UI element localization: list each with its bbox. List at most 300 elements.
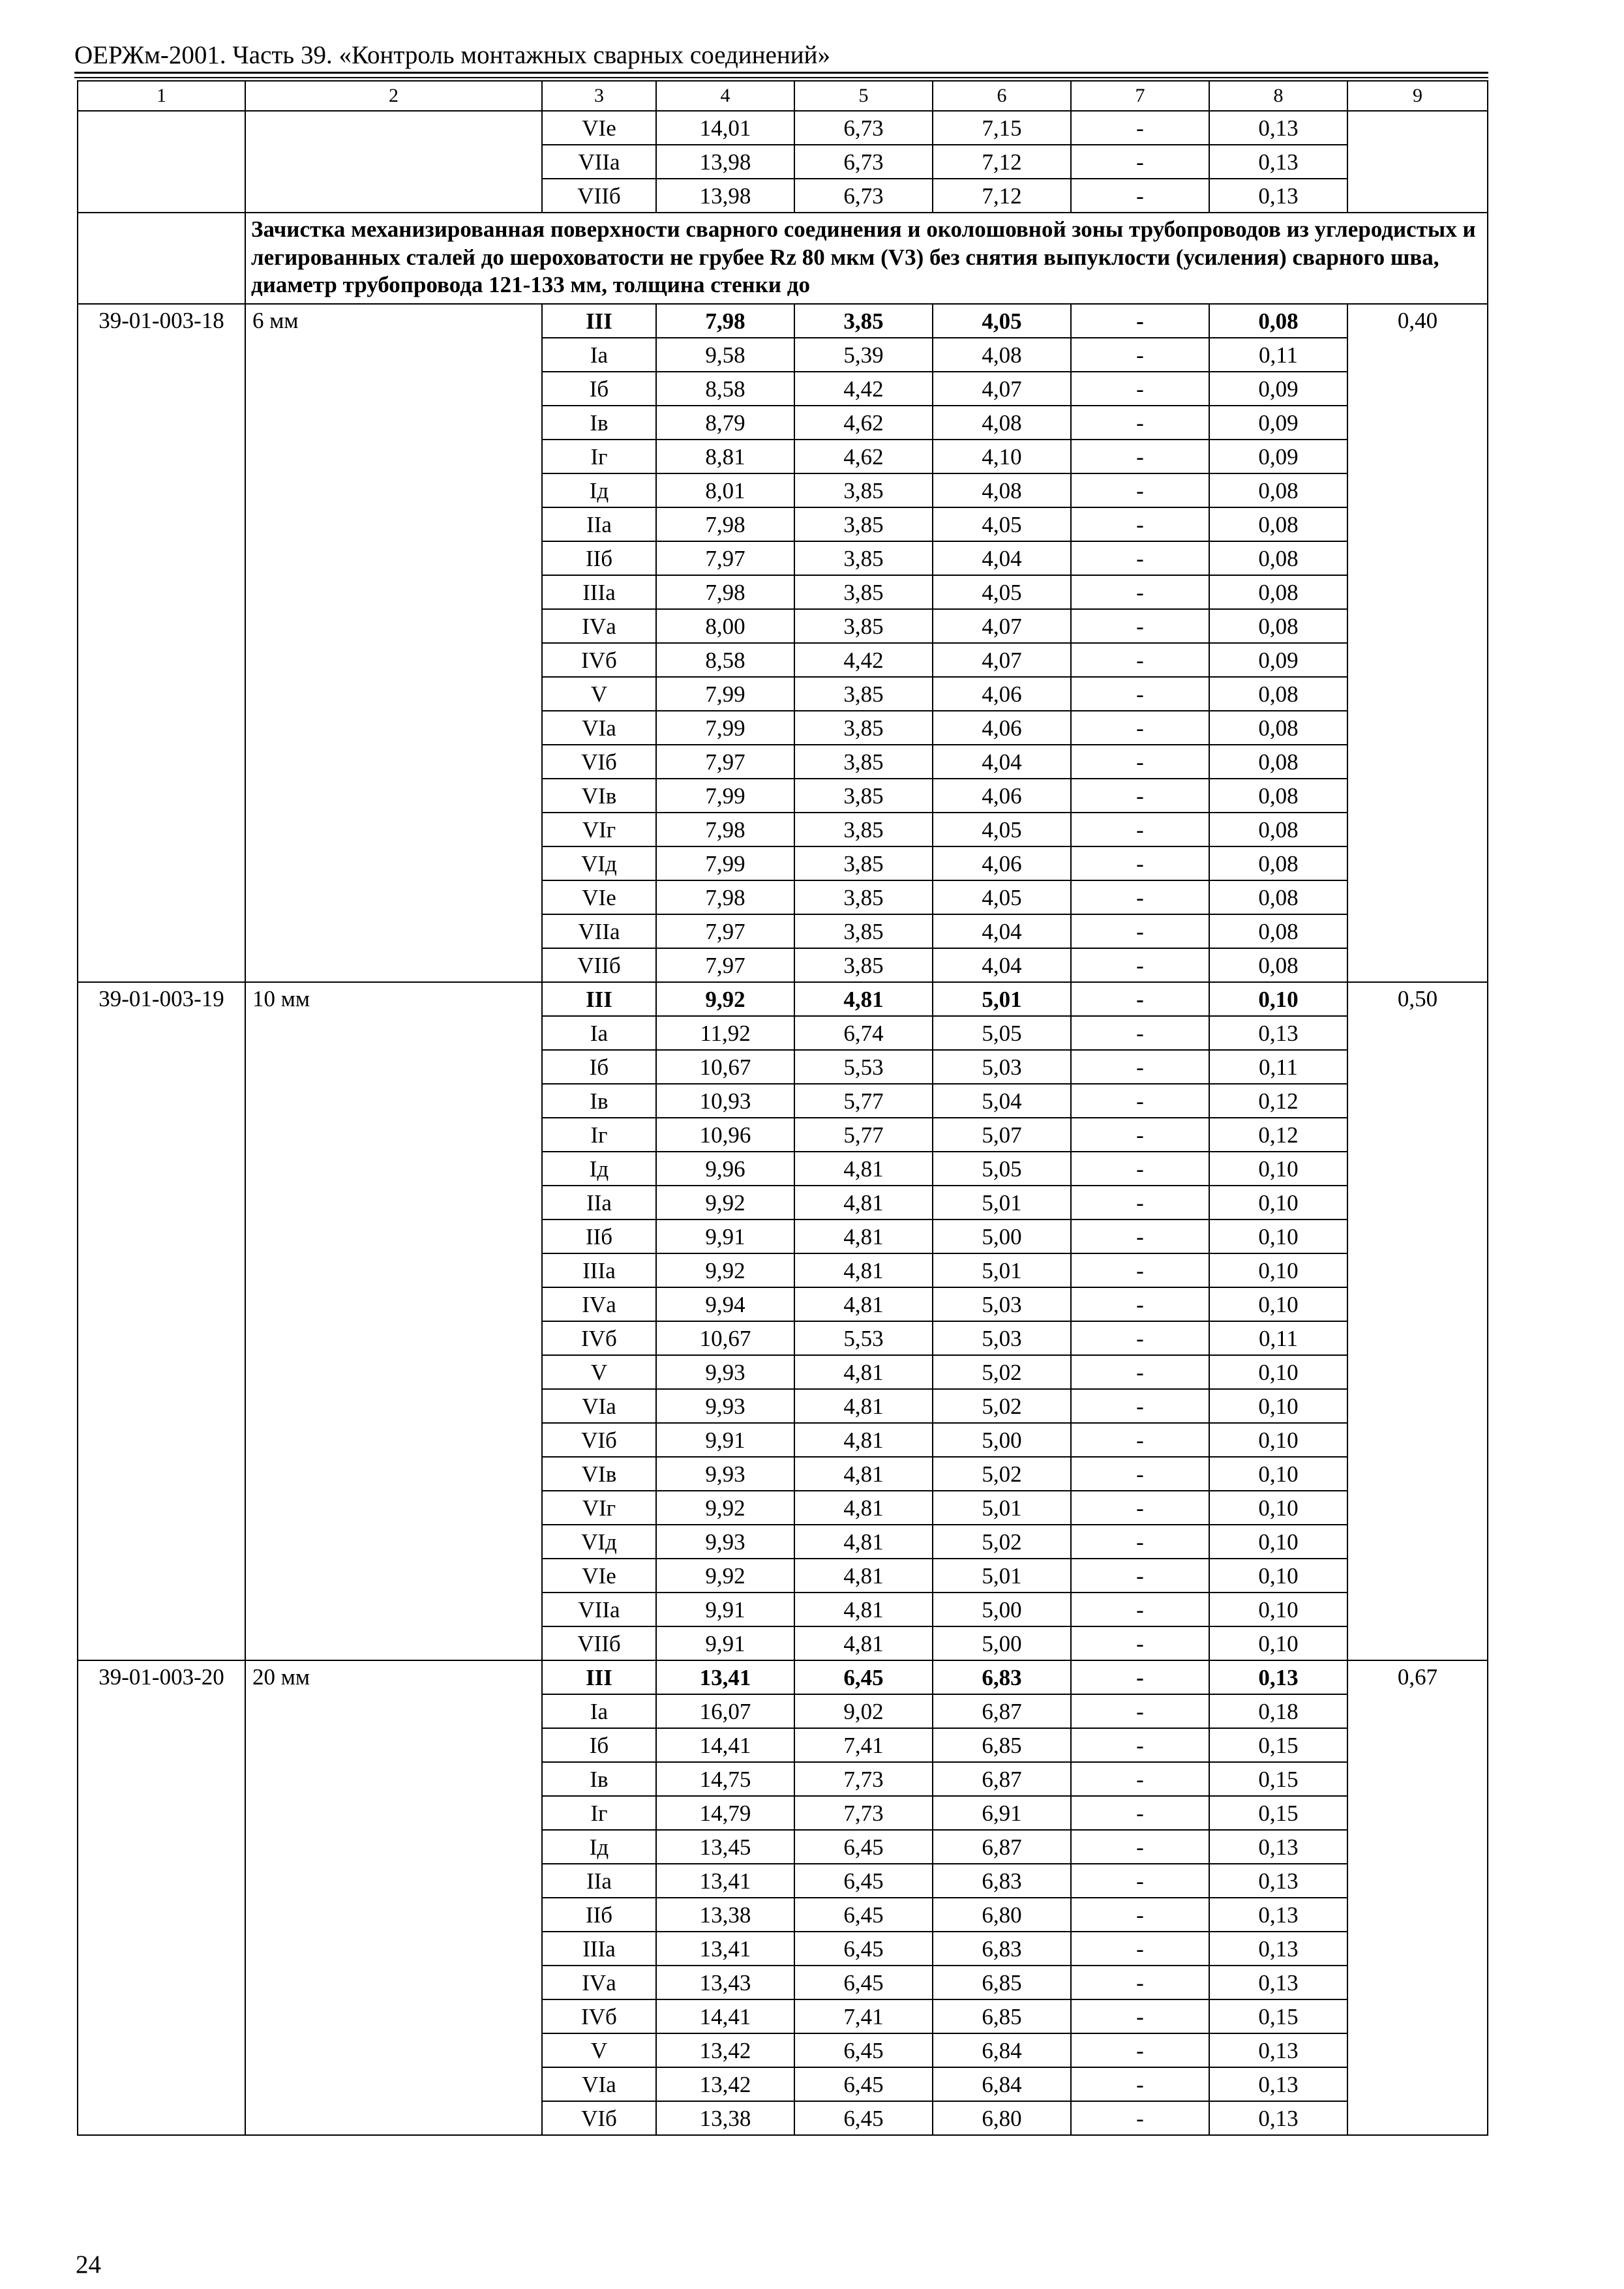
total-cost-cell: 13,45 bbox=[656, 1830, 794, 1864]
machine-cost-cell: 5,04 bbox=[933, 1084, 1071, 1118]
labor-cost-cell: 3,85 bbox=[794, 880, 933, 914]
total-cost-cell: 9,93 bbox=[656, 1389, 794, 1423]
materials-cell: - bbox=[1071, 711, 1209, 745]
labor-hours-cell: 0,13 bbox=[1209, 2101, 1347, 2135]
labor-cost-cell: 3,85 bbox=[794, 745, 933, 779]
labor-hours-cell: 0,08 bbox=[1209, 507, 1347, 541]
materials-cell: - bbox=[1071, 1593, 1209, 1626]
zone-cell: VIд bbox=[542, 846, 656, 880]
total-cost-cell: 13,38 bbox=[656, 1898, 794, 1932]
code-cell: 39-01-003-19 bbox=[78, 982, 245, 1660]
labor-hours-cell: 0,12 bbox=[1209, 1118, 1347, 1152]
zone-cell: IIа bbox=[542, 507, 656, 541]
machine-cost-cell: 5,01 bbox=[933, 1559, 1071, 1593]
zone-cell: Iв bbox=[542, 1084, 656, 1118]
zone-cell: IIа bbox=[542, 1186, 656, 1219]
total-cost-cell: 7,97 bbox=[656, 948, 794, 982]
labor-hours-cell: 0,10 bbox=[1209, 982, 1347, 1016]
materials-cell: - bbox=[1071, 1219, 1209, 1253]
labor-hours-cell: 0,08 bbox=[1209, 473, 1347, 507]
zone-cell: VIа bbox=[542, 1389, 656, 1423]
labor-hours-cell: 0,10 bbox=[1209, 1457, 1347, 1491]
materials-cell: - bbox=[1071, 304, 1209, 338]
zone-cell: Iб bbox=[542, 1728, 656, 1762]
total-cost-cell: 9,91 bbox=[656, 1593, 794, 1626]
zone-cell: III bbox=[542, 1660, 656, 1694]
labor-cost-cell: 4,81 bbox=[794, 1559, 933, 1593]
total-cost-cell: 9,92 bbox=[656, 1186, 794, 1219]
machine-cost-cell: 5,00 bbox=[933, 1219, 1071, 1253]
labor-cost-cell: 6,74 bbox=[794, 1016, 933, 1050]
labor-cost-cell: 9,02 bbox=[794, 1694, 933, 1728]
total-cost-cell: 8,00 bbox=[656, 609, 794, 643]
machine-cost-cell: 4,07 bbox=[933, 372, 1071, 406]
table-row bbox=[78, 982, 1488, 1016]
labor-hours-cell: 0,10 bbox=[1209, 1626, 1347, 1660]
description-cell bbox=[245, 111, 542, 213]
labor-hours-cell: 0,09 bbox=[1209, 440, 1347, 473]
total-cost-cell: 10,67 bbox=[656, 1050, 794, 1084]
total-cost-cell: 9,93 bbox=[656, 1525, 794, 1559]
materials-cell: - bbox=[1071, 1457, 1209, 1491]
total-cost-cell: 7,99 bbox=[656, 846, 794, 880]
machine-cost-cell: 4,10 bbox=[933, 440, 1071, 473]
total-cost-cell: 9,91 bbox=[656, 1626, 794, 1660]
materials-cell: - bbox=[1071, 779, 1209, 813]
materials-cell: - bbox=[1071, 846, 1209, 880]
total-cost-cell: 10,67 bbox=[656, 1321, 794, 1355]
table-row bbox=[78, 304, 1488, 338]
materials-cell: - bbox=[1071, 1118, 1209, 1152]
machine-cost-cell: 5,03 bbox=[933, 1050, 1071, 1084]
machine-cost-cell: 4,06 bbox=[933, 711, 1071, 745]
labor-cost-cell: 4,81 bbox=[794, 1593, 933, 1626]
machine-cost-cell: 4,04 bbox=[933, 541, 1071, 575]
total-cost-cell: 9,92 bbox=[656, 1253, 794, 1287]
labor-cost-cell: 4,81 bbox=[794, 1253, 933, 1287]
zone-cell: Iг bbox=[542, 1796, 656, 1830]
labor-hours-cell: 0,10 bbox=[1209, 1559, 1347, 1593]
labor-hours-cell: 0,13 bbox=[1209, 1660, 1347, 1694]
labor-cost-cell: 6,45 bbox=[794, 2101, 933, 2135]
total-cost-cell: 13,38 bbox=[656, 2101, 794, 2135]
machine-cost-cell: 5,02 bbox=[933, 1525, 1071, 1559]
zone-cell: IIб bbox=[542, 1219, 656, 1253]
materials-cell: - bbox=[1071, 1389, 1209, 1423]
materials-cell: - bbox=[1071, 1287, 1209, 1321]
header-rule-secondary bbox=[74, 77, 1488, 78]
machine-cost-cell: 6,84 bbox=[933, 2033, 1071, 2067]
labor-cost-cell: 3,85 bbox=[794, 541, 933, 575]
machine-cost-cell: 4,05 bbox=[933, 880, 1071, 914]
machine-cost-cell: 5,02 bbox=[933, 1389, 1071, 1423]
zone-cell: Iа bbox=[542, 338, 656, 372]
labor-hours-cell: 0,13 bbox=[1209, 1830, 1347, 1864]
labor-cost-cell: 4,81 bbox=[794, 1423, 933, 1457]
machine-cost-cell: 5,01 bbox=[933, 1253, 1071, 1287]
machine-cost-cell: 7,12 bbox=[933, 145, 1071, 179]
zone-cell: III bbox=[542, 304, 656, 338]
zone-cell: VIе bbox=[542, 880, 656, 914]
labor-cost-cell: 3,85 bbox=[794, 575, 933, 609]
labor-cost-cell: 4,81 bbox=[794, 1525, 933, 1559]
machine-cost-cell: 4,05 bbox=[933, 575, 1071, 609]
labor-hours-cell: 0,10 bbox=[1209, 1219, 1347, 1253]
labor-cost-cell: 5,53 bbox=[794, 1050, 933, 1084]
zone-cell: VIа bbox=[542, 711, 656, 745]
labor-cost-cell: 6,45 bbox=[794, 2033, 933, 2067]
zone-cell: IVб bbox=[542, 1999, 656, 2033]
machine-cost-cell: 6,91 bbox=[933, 1796, 1071, 1830]
total-cost-cell: 9,58 bbox=[656, 338, 794, 372]
labor-hours-cell: 0,08 bbox=[1209, 846, 1347, 880]
labor-cost-cell: 4,81 bbox=[794, 1355, 933, 1389]
materials-cell: - bbox=[1071, 1525, 1209, 1559]
zone-cell: VIб bbox=[542, 1423, 656, 1457]
machine-cost-cell: 5,05 bbox=[933, 1152, 1071, 1186]
machine-cost-cell: 5,03 bbox=[933, 1321, 1071, 1355]
machine-cost-cell: 5,00 bbox=[933, 1593, 1071, 1626]
materials-cell: - bbox=[1071, 372, 1209, 406]
total-cost-cell: 13,41 bbox=[656, 1660, 794, 1694]
total-cost-cell: 9,96 bbox=[656, 1152, 794, 1186]
total-cost-cell: 13,42 bbox=[656, 2067, 794, 2101]
zone-cell: Iд bbox=[542, 1830, 656, 1864]
total-cost-cell: 13,41 bbox=[656, 1932, 794, 1966]
zone-cell: IIIа bbox=[542, 1253, 656, 1287]
materials-cell: - bbox=[1071, 1898, 1209, 1932]
labor-hours-cell: 0,18 bbox=[1209, 1694, 1347, 1728]
labor-hours-cell: 0,08 bbox=[1209, 745, 1347, 779]
zone-cell: VIIб bbox=[542, 179, 656, 213]
machine-cost-cell: 5,01 bbox=[933, 1186, 1071, 1219]
zone-cell: Iг bbox=[542, 440, 656, 473]
total-cost-cell: 14,79 bbox=[656, 1796, 794, 1830]
labor-cost-cell: 6,45 bbox=[794, 1898, 933, 1932]
zone-cell: VIIа bbox=[542, 145, 656, 179]
materials-cell: - bbox=[1071, 745, 1209, 779]
machine-cost-cell: 4,06 bbox=[933, 779, 1071, 813]
machine-cost-cell: 4,05 bbox=[933, 304, 1071, 338]
machine-cost-cell: 4,08 bbox=[933, 338, 1071, 372]
labor-cost-cell: 4,81 bbox=[794, 1219, 933, 1253]
header-rule bbox=[74, 72, 1488, 74]
labor-cost-cell: 7,73 bbox=[794, 1796, 933, 1830]
materials-cell: - bbox=[1071, 1355, 1209, 1389]
materials-cell: - bbox=[1071, 1050, 1209, 1084]
total-cost-cell: 9,93 bbox=[656, 1457, 794, 1491]
machine-cost-cell: 5,00 bbox=[933, 1626, 1071, 1660]
zone-cell: IIIа bbox=[542, 575, 656, 609]
column-number-cell: 1 bbox=[78, 81, 245, 111]
labor-hours-cell: 0,11 bbox=[1209, 1050, 1347, 1084]
machine-cost-cell: 6,85 bbox=[933, 1966, 1071, 1999]
zone-cell: IVб bbox=[542, 1321, 656, 1355]
zone-cell: VIг bbox=[542, 813, 656, 846]
zone-cell: VIIб bbox=[542, 948, 656, 982]
total-cost-cell: 7,97 bbox=[656, 745, 794, 779]
total-cost-cell: 9,92 bbox=[656, 982, 794, 1016]
total-cost-cell: 13,98 bbox=[656, 145, 794, 179]
column-number-cell: 3 bbox=[542, 81, 656, 111]
zone-cell: IVа bbox=[542, 1287, 656, 1321]
labor-hours-cell: 0,10 bbox=[1209, 1355, 1347, 1389]
code-cell: 39-01-003-18 bbox=[78, 304, 245, 982]
machine-cost-cell: 6,80 bbox=[933, 2101, 1071, 2135]
labor-cost-cell: 3,85 bbox=[794, 914, 933, 948]
materials-cell: - bbox=[1071, 507, 1209, 541]
labor-hours-cell: 0,13 bbox=[1209, 111, 1347, 145]
column-number-cell: 4 bbox=[656, 81, 794, 111]
materials-cell: - bbox=[1071, 1966, 1209, 1999]
machine-cost-cell: 5,05 bbox=[933, 1016, 1071, 1050]
materials-cell: - bbox=[1071, 111, 1209, 145]
machine-cost-cell: 5,01 bbox=[933, 1491, 1071, 1525]
labor-hours-cell: 0,13 bbox=[1209, 1898, 1347, 1932]
table-body bbox=[78, 81, 1488, 2135]
machine-cost-cell: 6,85 bbox=[933, 1999, 1071, 2033]
labor-cost-cell: 3,85 bbox=[794, 677, 933, 711]
labor-hours-cell: 0,15 bbox=[1209, 1796, 1347, 1830]
column-number-cell: 2 bbox=[245, 81, 542, 111]
zone-cell: IIIа bbox=[542, 1932, 656, 1966]
labor-hours-cell: 0,08 bbox=[1209, 677, 1347, 711]
total-cost-cell: 9,91 bbox=[656, 1219, 794, 1253]
materials-cell: - bbox=[1071, 1999, 1209, 2033]
labor-cost-cell: 3,85 bbox=[794, 304, 933, 338]
zone-cell: Iд bbox=[542, 473, 656, 507]
zone-cell: V bbox=[542, 1355, 656, 1389]
materials-cell: - bbox=[1071, 575, 1209, 609]
total-cost-cell: 13,98 bbox=[656, 179, 794, 213]
labor-cost-cell: 4,81 bbox=[794, 1491, 933, 1525]
labor-hours-cell: 0,11 bbox=[1209, 1321, 1347, 1355]
zone-cell: VIд bbox=[542, 1525, 656, 1559]
labor-cost-cell: 6,73 bbox=[794, 111, 933, 145]
zone-cell: III bbox=[542, 982, 656, 1016]
coefficient-cell: 0,67 bbox=[1347, 1660, 1488, 2135]
page-header-title: ОЕРЖм-2001. Часть 39. «Контроль монтажных сварных соединений» bbox=[74, 41, 830, 69]
section-title-row bbox=[78, 213, 1488, 304]
total-cost-cell: 14,75 bbox=[656, 1762, 794, 1796]
materials-cell: - bbox=[1071, 1253, 1209, 1287]
zone-cell: VIг bbox=[542, 1491, 656, 1525]
labor-hours-cell: 0,13 bbox=[1209, 1016, 1347, 1050]
total-cost-cell: 7,99 bbox=[656, 711, 794, 745]
code-cell bbox=[78, 111, 245, 213]
labor-hours-cell: 0,10 bbox=[1209, 1593, 1347, 1626]
labor-hours-cell: 0,10 bbox=[1209, 1491, 1347, 1525]
labor-cost-cell: 4,42 bbox=[794, 643, 933, 677]
zone-cell: VIе bbox=[542, 111, 656, 145]
total-cost-cell: 9,94 bbox=[656, 1287, 794, 1321]
machine-cost-cell: 4,08 bbox=[933, 473, 1071, 507]
labor-cost-cell: 4,81 bbox=[794, 1389, 933, 1423]
labor-hours-cell: 0,08 bbox=[1209, 779, 1347, 813]
machine-cost-cell: 4,08 bbox=[933, 406, 1071, 440]
machine-cost-cell: 6,84 bbox=[933, 2067, 1071, 2101]
materials-cell: - bbox=[1071, 1932, 1209, 1966]
total-cost-cell: 9,92 bbox=[656, 1491, 794, 1525]
materials-cell: - bbox=[1071, 914, 1209, 948]
zone-cell: V bbox=[542, 2033, 656, 2067]
zone-cell: IVа bbox=[542, 1966, 656, 1999]
total-cost-cell: 7,97 bbox=[656, 914, 794, 948]
column-number-cell: 8 bbox=[1209, 81, 1347, 111]
labor-hours-cell: 0,13 bbox=[1209, 2067, 1347, 2101]
labor-hours-cell: 0,10 bbox=[1209, 1253, 1347, 1287]
materials-cell: - bbox=[1071, 677, 1209, 711]
materials-cell: - bbox=[1071, 1694, 1209, 1728]
materials-cell: - bbox=[1071, 541, 1209, 575]
coefficient-cell: 0,50 bbox=[1347, 982, 1488, 1660]
machine-cost-cell: 4,04 bbox=[933, 948, 1071, 982]
zone-cell: Iа bbox=[542, 1694, 656, 1728]
total-cost-cell: 8,81 bbox=[656, 440, 794, 473]
labor-cost-cell: 7,73 bbox=[794, 1762, 933, 1796]
labor-cost-cell: 3,85 bbox=[794, 609, 933, 643]
labor-cost-cell: 6,45 bbox=[794, 2067, 933, 2101]
machine-cost-cell: 7,12 bbox=[933, 179, 1071, 213]
total-cost-cell: 8,58 bbox=[656, 643, 794, 677]
column-number-row bbox=[78, 81, 1488, 111]
labor-cost-cell: 6,73 bbox=[794, 145, 933, 179]
labor-hours-cell: 0,10 bbox=[1209, 1287, 1347, 1321]
machine-cost-cell: 4,04 bbox=[933, 914, 1071, 948]
zone-cell: IVа bbox=[542, 609, 656, 643]
labor-hours-cell: 0,13 bbox=[1209, 1966, 1347, 1999]
labor-hours-cell: 0,08 bbox=[1209, 914, 1347, 948]
labor-cost-cell: 6,73 bbox=[794, 179, 933, 213]
code-cell: 39-01-003-20 bbox=[78, 1660, 245, 2135]
materials-cell: - bbox=[1071, 1186, 1209, 1219]
materials-cell: - bbox=[1071, 1084, 1209, 1118]
materials-cell: - bbox=[1071, 2067, 1209, 2101]
labor-hours-cell: 0,09 bbox=[1209, 406, 1347, 440]
labor-cost-cell: 6,45 bbox=[794, 1830, 933, 1864]
zone-cell: IIа bbox=[542, 1864, 656, 1898]
labor-hours-cell: 0,13 bbox=[1209, 179, 1347, 213]
zone-cell: V bbox=[542, 677, 656, 711]
machine-cost-cell: 4,07 bbox=[933, 609, 1071, 643]
labor-hours-cell: 0,08 bbox=[1209, 541, 1347, 575]
zone-cell: VIIб bbox=[542, 1626, 656, 1660]
zone-cell: IVб bbox=[542, 643, 656, 677]
materials-cell: - bbox=[1071, 1796, 1209, 1830]
total-cost-cell: 14,41 bbox=[656, 1728, 794, 1762]
total-cost-cell: 7,98 bbox=[656, 880, 794, 914]
zone-cell: Iв bbox=[542, 1762, 656, 1796]
zone-cell: IIб bbox=[542, 1898, 656, 1932]
materials-cell: - bbox=[1071, 1016, 1209, 1050]
zone-cell: VIIа bbox=[542, 914, 656, 948]
coefficient-cell bbox=[1347, 111, 1488, 213]
materials-cell: - bbox=[1071, 1152, 1209, 1186]
labor-hours-cell: 0,10 bbox=[1209, 1152, 1347, 1186]
total-cost-cell: 7,98 bbox=[656, 507, 794, 541]
labor-hours-cell: 0,13 bbox=[1209, 145, 1347, 179]
machine-cost-cell: 6,83 bbox=[933, 1864, 1071, 1898]
zone-cell: Iа bbox=[542, 1016, 656, 1050]
machine-cost-cell: 4,06 bbox=[933, 846, 1071, 880]
description-cell: 6 мм bbox=[245, 304, 542, 982]
machine-cost-cell: 4,05 bbox=[933, 507, 1071, 541]
materials-cell: - bbox=[1071, 1762, 1209, 1796]
labor-hours-cell: 0,15 bbox=[1209, 1728, 1347, 1762]
zone-cell: VIа bbox=[542, 2067, 656, 2101]
labor-hours-cell: 0,08 bbox=[1209, 609, 1347, 643]
zone-cell: VIе bbox=[542, 1559, 656, 1593]
zone-cell: IIб bbox=[542, 541, 656, 575]
total-cost-cell: 7,98 bbox=[656, 575, 794, 609]
total-cost-cell: 14,01 bbox=[656, 111, 794, 145]
column-number-cell: 6 bbox=[933, 81, 1071, 111]
labor-cost-cell: 3,85 bbox=[794, 779, 933, 813]
machine-cost-cell: 5,00 bbox=[933, 1423, 1071, 1457]
labor-hours-cell: 0,08 bbox=[1209, 948, 1347, 982]
total-cost-cell: 16,07 bbox=[656, 1694, 794, 1728]
zone-cell: VIIа bbox=[542, 1593, 656, 1626]
norms-table bbox=[77, 80, 1488, 2136]
labor-cost-cell: 3,85 bbox=[794, 846, 933, 880]
labor-hours-cell: 0,13 bbox=[1209, 1932, 1347, 1966]
column-number-cell: 7 bbox=[1071, 81, 1209, 111]
zone-cell: Iв bbox=[542, 406, 656, 440]
labor-hours-cell: 0,08 bbox=[1209, 304, 1347, 338]
labor-cost-cell: 6,45 bbox=[794, 1660, 933, 1694]
description-cell: 20 мм bbox=[245, 1660, 542, 2135]
labor-cost-cell: 5,77 bbox=[794, 1084, 933, 1118]
materials-cell: - bbox=[1071, 1864, 1209, 1898]
labor-hours-cell: 0,09 bbox=[1209, 643, 1347, 677]
total-cost-cell: 13,42 bbox=[656, 2033, 794, 2067]
labor-cost-cell: 4,81 bbox=[794, 1457, 933, 1491]
total-cost-cell: 14,41 bbox=[656, 1999, 794, 2033]
materials-cell: - bbox=[1071, 880, 1209, 914]
machine-cost-cell: 6,85 bbox=[933, 1728, 1071, 1762]
materials-cell: - bbox=[1071, 440, 1209, 473]
total-cost-cell: 7,98 bbox=[656, 813, 794, 846]
labor-hours-cell: 0,15 bbox=[1209, 1999, 1347, 2033]
labor-hours-cell: 0,10 bbox=[1209, 1423, 1347, 1457]
labor-hours-cell: 0,10 bbox=[1209, 1186, 1347, 1219]
labor-cost-cell: 4,62 bbox=[794, 406, 933, 440]
materials-cell: - bbox=[1071, 179, 1209, 213]
materials-cell: - bbox=[1071, 813, 1209, 846]
description-cell: 10 мм bbox=[245, 982, 542, 1660]
materials-cell: - bbox=[1071, 2033, 1209, 2067]
labor-cost-cell: 4,81 bbox=[794, 1626, 933, 1660]
zone-cell: VIб bbox=[542, 745, 656, 779]
machine-cost-cell: 4,07 bbox=[933, 643, 1071, 677]
labor-cost-cell: 6,45 bbox=[794, 1966, 933, 1999]
zone-cell: VIб bbox=[542, 2101, 656, 2135]
total-cost-cell: 11,92 bbox=[656, 1016, 794, 1050]
materials-cell: - bbox=[1071, 1491, 1209, 1525]
labor-cost-cell: 4,81 bbox=[794, 1287, 933, 1321]
total-cost-cell: 8,58 bbox=[656, 372, 794, 406]
table-row bbox=[78, 1660, 1488, 1694]
labor-cost-cell: 4,81 bbox=[794, 982, 933, 1016]
zone-cell: Iб bbox=[542, 1050, 656, 1084]
machine-cost-cell: 7,15 bbox=[933, 111, 1071, 145]
machine-cost-cell: 6,87 bbox=[933, 1830, 1071, 1864]
materials-cell: - bbox=[1071, 2101, 1209, 2135]
total-cost-cell: 9,91 bbox=[656, 1423, 794, 1457]
machine-cost-cell: 5,01 bbox=[933, 982, 1071, 1016]
materials-cell: - bbox=[1071, 1559, 1209, 1593]
total-cost-cell: 7,98 bbox=[656, 304, 794, 338]
